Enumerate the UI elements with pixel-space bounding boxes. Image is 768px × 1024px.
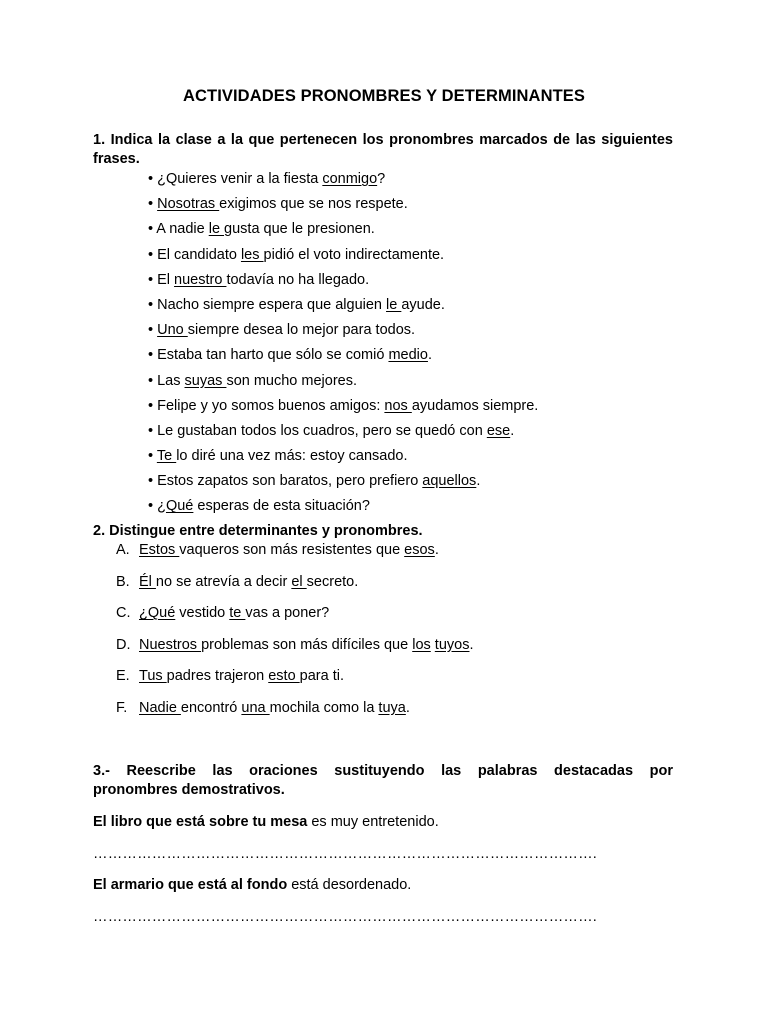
marked-word: una [241,699,270,716]
sentence-item [148,447,538,472]
answer-line-2: …………………………………………………………………………………………. [93,909,598,925]
lettered-item [116,541,474,573]
marked-pronoun: suyas [184,372,227,389]
sentence-text: A nadie [153,221,209,238]
item-letter: E. [116,668,130,685]
bullet-glyph: • [148,221,154,238]
sentence-text: ¿Quieres venir a la fiesta [153,171,323,187]
question-1-heading: 1. Indica la clase a la que pertenecen los pronombres marcados de las siguientes frases. [93,132,673,167]
sentence-rest: es muy entretenido. [307,814,439,830]
rewrite-sentence-1 [93,813,439,832]
sentence-text: problemas son más difíciles que [201,636,413,653]
marked-pronoun: conmigo [322,171,378,187]
sentence-text: no se atrevía a decir [155,573,292,590]
sentence-item [148,497,538,522]
bullet-glyph: • [148,271,154,288]
sentence-rest: está desordenado. [287,877,412,893]
marked-word: los [412,636,431,653]
rewrite-sentence-2 [93,876,411,895]
highlighted-phrase: El armario que está al fondo [93,877,288,893]
marked-word: tuya [378,699,406,716]
sentence-item [148,397,538,422]
item-letter: B. [116,573,130,590]
question-1-sentence-list [148,170,538,523]
marked-pronoun: le [386,296,402,313]
bullet-glyph: • [148,347,154,364]
sentence-text: todavía no ha llegado. [226,271,370,288]
bullet-glyph: • [148,171,154,187]
item-letter: C. [116,605,131,622]
marked-pronoun: medio [388,347,428,364]
sentence-text: . [510,422,515,439]
sentence-text: El candidato [153,246,241,263]
marked-pronoun: aquellos [422,473,477,490]
sentence-text: son mucho mejores. [226,372,357,389]
marked-pronoun: Uno [157,322,188,339]
sentence-text: exigimos que se nos respete. [219,196,408,213]
marked-word: esto [268,668,300,685]
question-3-heading [93,762,673,800]
sentence-item [148,472,538,497]
lettered-item [116,667,474,699]
bullet-glyph: • [148,322,154,339]
sentence-text: pidió el voto indirectamente. [263,246,445,263]
bullet-glyph: • [148,448,154,465]
marked-pronoun: Qué [165,498,194,515]
sentence-item [148,246,538,271]
sentence-item [148,372,538,397]
lettered-item [116,573,474,605]
question-2-sentence-list [116,541,474,731]
sentence-text: Felipe y yo somos buenos amigos: [153,397,385,414]
bullet-glyph: • [148,246,154,263]
marked-word: Nadie [139,699,181,716]
marked-pronoun: les [240,246,264,263]
sentence-item [148,296,538,321]
question-3-heading-line-1: 3.- Reescribe las oraciones sustituyendo las palabras destacadas por [93,763,673,779]
sentence-text: ? [377,171,386,187]
marked-word: Nuestros [139,636,202,653]
item-letter: D. [116,636,131,653]
sentence-text: vaqueros son más resistentes que [179,542,405,558]
bullet-glyph: • [148,372,154,389]
sentence-item [148,220,538,245]
sentence-text: encontró [180,699,242,716]
sentence-item [148,422,538,447]
marked-word: Él [139,573,156,590]
answer-line-1: …………………………………………………………………………………………. [93,846,598,862]
sentence-text: ayudamos siempre. [411,397,539,414]
bullet-glyph: • [148,473,154,490]
marked-pronoun: nos [384,397,412,414]
sentence-text: para ti. [299,668,345,685]
marked-word: el [291,573,307,590]
bullet-glyph: • [148,498,154,515]
marked-word: tuyos [434,636,470,653]
lettered-item [116,636,474,668]
marked-word: Estos [139,542,180,558]
sentence-text: esperas de esta situación? [193,498,370,515]
item-letter: F. [116,699,128,716]
lettered-item [116,604,474,636]
sentence-text: padres trajeron [166,668,269,685]
marked-pronoun: ese [486,422,511,439]
sentence-text: . [405,699,410,716]
sentence-text: secreto. [306,573,359,590]
page-title: ACTIVIDADES PRONOMBRES Y DETERMINANTES [183,87,585,105]
sentence-item [148,170,538,195]
sentence-item [148,321,538,346]
marked-pronoun: le [208,221,225,238]
highlighted-phrase: El libro que está sobre tu mesa [93,814,308,830]
sentence-text: . [427,347,432,364]
sentence-text: Estos zapatos son baratos, pero prefiero [153,473,423,490]
marked-word: ¿Qué [139,605,176,622]
sentence-text: Nacho siempre espera que alguien [153,296,387,313]
bullet-glyph: • [148,196,154,213]
sentence-item [148,271,538,296]
item-letter: A. [116,542,130,558]
sentence-text: . [469,636,474,653]
sentence-text: Le gustaban todos los cuadros, pero se quedó con [153,422,487,439]
sentence-text: . [476,473,481,490]
marked-word: te [229,605,246,622]
sentence-text: mochila como la [269,699,379,716]
sentence-item [148,195,538,220]
sentence-text: ayude. [401,296,445,313]
sentence-text: vas a poner? [245,605,330,622]
sentence-text: ¿ [153,498,166,515]
marked-pronoun: nuestro [174,271,227,288]
marked-pronoun: Nosotras [157,196,220,213]
sentence-text: El [153,271,175,288]
sentence-item [148,346,538,371]
marked-pronoun: Te [156,448,177,465]
sentence-text: lo diré una vez más: estoy cansado. [176,448,408,465]
lettered-item [116,699,474,731]
bullet-glyph: • [148,397,154,414]
sentence-text: Las [153,372,185,389]
marked-word: esos [404,542,435,558]
sentence-text: gusta que le presionen. [224,221,375,238]
sentence-text: . [434,542,439,558]
question-3-heading-line-2: pronombres demostrativos. [93,782,285,798]
bullet-glyph: • [148,296,154,313]
marked-word: Tus [139,668,167,685]
sentence-text: vestido [175,605,230,622]
question-2-heading: 2. Distingue entre determinantes y pronombres. [93,523,423,539]
sentence-text: Estaba tan harto que sólo se comió [153,347,389,364]
sentence-text: siempre desea lo mejor para todos. [187,322,416,339]
bullet-glyph: • [148,422,154,439]
